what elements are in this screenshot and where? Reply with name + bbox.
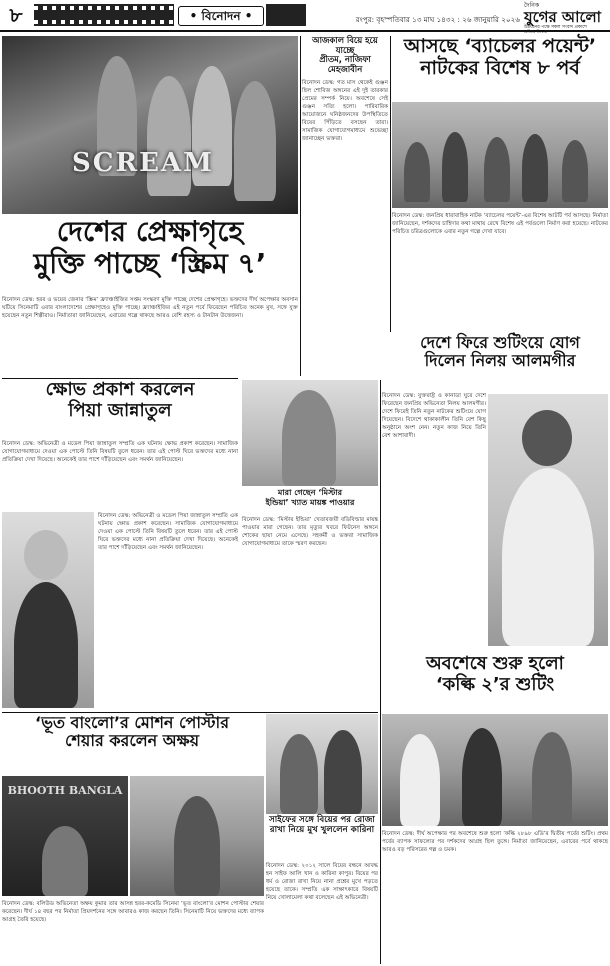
kalki-photo [382,714,608,826]
masthead-name: যুগের আলো [524,8,602,26]
scream-logo-text: SCREAM [72,148,214,178]
scream-body: বিনোদন ডেস্ক: হরর ও ভয়ের জেনার ‘স্ক্রিম’ ফ্র্যাঞ্চাইজির সপ্তম সংস্করণ মুক্তি পাচ্ছে দেশের প্রেক্ষাগৃহে। ভক্তদের দীর্ঘ অপেক্ষার অবসান ঘটিয়ে সিনেমাটি এবার বাংলাদেশের প্রেক্ষাগৃহেও মুক্তি পাচ্ছে। ফ্র্যাঞ্চাইজির এই নতুন পর্বে ফিরেছেন পরিচিত অনেক মুখ, সঙ্গে যুক্ত হয়েছেন নতুন শিল্পীরাও। নির্মাতারা জানিয়েছেন, এবারের গল্পে থাকছে আরও বেশি রহস্য ও টানটান উত্তেজনা। [2,297,298,320]
nilay-photo [488,394,608,646]
masthead-tagline: উন্নয়নের পক্ষে সকল সংবাদ প্রকাশে প্রতিশ্রুতিবদ্ধ [524,25,587,35]
wedding-headline-line1: আজকাল বিয়ে হয়ে যাচ্ছে [312,35,378,55]
kareena-headline-line1: সাইফের সঙ্গে বিয়ের পর রোজা [269,815,375,825]
dateline: রংপুর: বৃহস্পতিবার ১৩ মাঘ ১৪৩২ : ২৬ জানুয়ারি ২০২৬ [355,15,520,24]
section-title: • বিনোদন • [178,6,264,26]
kalki-body: বিনোদন ডেস্ক: দীর্ঘ অপেক্ষার পর অবশেষে শুরু হলো ‘কল্কি ২৮৯৮ এডি’র দ্বিতীয় পর্বের শুটিং। প্রথম পর্বের ব্যাপক সাফল্যের পর দর্শকদের আগ্রহ ছিল তুঙ্গে। নির্মাতা জানিয়েছেন, এবারের পর্বে থাকছে আরও বড় পরিসরের গল্প ও চমক। [382,831,608,854]
scream-headline-line1: দেশের প্রেক্ষাগৃহে [56,215,244,248]
kareena-body: বিনোদন ডেস্ক: ২০১২ সালে বিয়ের বন্ধনে আবদ্ধ হন সাইফ আলি খান ও কারিনা কাপুর। বিয়ের পর ধর্ম ও রোজা রাখা নিয়ে নানা প্রশ্নের মুখে পড়তে হয়েছে তাকে। সম্প্রতি এক সাক্ষাৎকারে বিষয়টি নিয়ে খোলামেলা কথা বলেছেন এই অভিনেত্রী। [266,863,378,902]
column-divider [390,36,391,332]
nilay-body: বিনোদন ডেস্ক: যুক্তরাষ্ট্র ও কানাডা ঘুরে দেশে ফিরেছেন জনপ্রিয় অভিনেতা নিলয় আলমগীর। দেশে ফিরেই তিনি নতুন নাটকের শুটিংয়ে যোগ দিয়েছেন। বিদেশে থাকাকালীন তিনি বেশ কিছু অনুষ্ঠানে অংশ নেন। নতুন কাজ নিয়ে তিনি বেশ আশাবাদী। [382,393,486,440]
masthead-small: দৈনিক [524,2,540,9]
story-kareena-headline [266,816,378,860]
kareena-photo [266,714,378,814]
bhoot-bangla-poster [2,776,128,896]
nilay-headline-line1: দেশে ফিরে শুটিংয়ে যোগ [420,333,580,352]
bachelor-body: বিনোদন ডেস্ক: জনপ্রিয় ধারাবাহিক নাটক ‘ব্যাচেলর পয়েন্ট’-এর বিশেষ আটটি পর্ব আসছে। নির্মাতা জানিয়েছেন, দর্শকদের চাহিদার কথা মাথায় রেখে বিশেষ এই পর্বগুলো নির্মাণ করা হয়েছে। নাটকের পরিচিত চরিত্রগুলোকে এবার নতুন গল্পে দেখা যাবে। [392,213,608,236]
piya-body: বিনোদন ডেস্ক: অভিনেত্রী ও মডেল পিয়া জান্নাতুল সম্প্রতি এক ঘটনায় ক্ষোভ প্রকাশ করেছেন। সামাজিক যোগাযোগমাধ্যমে দেওয়া এক পোস্টে তিনি বিষয়টি তুলে ধরেন। তার এই পোস্ট ঘিরে ভক্তদের মধ্যে নানা প্রতিক্রিয়া দেখা দিয়েছে। অনেকেই তার পাশে দাঁড়িয়েছেন এবং সমর্থন জানিয়েছেন। [2,441,238,464]
filmstrip-decoration-small [266,4,306,26]
story-kalki-headline [382,654,608,710]
wedding-headline-line2: প্রীতম, নাজিফা মেহজাবীন [319,54,371,74]
scream-headline-line2: মুক্তি পাচ্ছে ‘স্ক্রিম ৭’ [33,247,267,281]
column-divider [300,36,301,376]
masthead-logo [524,2,608,35]
bhoot-bangla-photo [130,776,264,896]
page-header [0,0,610,35]
bhoot-headline-line2: শেয়ার করলেন অক্ষয় [64,731,200,751]
nilay-headline-line2: দিলেন নিলয় আলমগীর [424,351,576,371]
mayank-caption-line1: মারা গেছেন ‘মিস্টার [277,488,343,497]
story-nilay-headline [392,334,608,390]
mayank-caption-line2: ইন্ডিয়া’ খ্যাত মায়ঙ্ক পাওয়ার [265,498,355,507]
page-number: ৮ [9,3,23,27]
bachelor-headline-line1: আসছে ‘ব্যাচেলর পয়েন্ট’ [403,35,597,57]
kalki-headline-line2: ‘কল্কি ২’র শুটিং [435,673,555,695]
mayank-body: বিনোদন ডেস্ক: ‘মিস্টার ইন্ডিয়া’ খেতাবজয়ী বডিবিল্ডার মায়ঙ্ক পাওয়ার মারা গেছেন। তার মৃত্যুর খবরে ফিটনেস অঙ্গনে শোকের ছায়া নেমে এসেছে। সহকর্মী ও ভক্তরা সামাজিক যোগাযোগমাধ্যমে তাকে স্মরণ করছেন। [242,517,378,548]
kareena-headline-line2: রাখা নিয়ে মুখ খুললেন কারিনা [269,824,375,835]
bhoot-headline-line1: ‘ভূত বাংলো’র মোশন পোস্টার [34,713,229,732]
mayank-caption [242,488,378,514]
story-bhoot-headline [2,714,262,774]
piya-headline-line1: ক্ষোভ প্রকাশ করলেন [45,379,195,400]
bhoot-poster-text: BHOOTH BANGLA [7,784,123,797]
wedding-body: বিনোদন ডেস্ক: গত মাস থেকেই গুঞ্জন ছিল শোবিজ অঙ্গনের এই দুই তারকার প্রেমের সম্পর্ক নিয়ে। অবশেষে সেই গুঞ্জন সত্যি হলো। পারিবারিক আয়োজনে ঘনিষ্ঠজনদের উপস্থিতিতে বিয়ের পিঁড়িতে বসছেন তারা। সামাজিক যোগাযোগমাধ্যমে শুভেচ্ছা জানাচ্ছেন ভক্তরা। [302,79,388,143]
story-piya-headline [2,380,238,438]
mayank-photo [242,380,378,486]
bachelor-point-photo [392,102,608,208]
column-divider [380,380,381,964]
story-wedding [302,36,388,376]
piya-photo [2,512,94,708]
scream-poster-photo [2,36,298,214]
kalki-headline-line1: অবশেষে শুরু হলো [426,653,564,674]
piya-headline-line2: পিয়া জান্নাতুল [68,399,172,421]
piya-body-continued: বিনোদন ডেস্ক: অভিনেত্রী ও মডেল পিয়া জান্নাতুল সম্প্রতি এক ঘটনায় ক্ষোভ প্রকাশ করেছেন। সামাজিক যোগাযোগমাধ্যমে দেওয়া এক পোস্টে তিনি বিষয়টি তুলে ধরেন। তার এই পোস্ট ঘিরে ভক্তদের মধ্যে নানা প্রতিক্রিয়া দেখা দিয়েছে। অনেকেই তার পাশে দাঁড়িয়েছেন এবং সমর্থন জানিয়েছেন। [98,513,238,552]
filmstrip-decoration [34,4,174,26]
story-bachelor-headline [392,36,608,98]
bhoot-body: বিনোদন ডেস্ক: বলিউড অভিনেতা অক্ষয় কুমার তার আসন্ন হরর-কমেডি সিনেমা ‘ভূত বাংলো’র মোশন পোস্টার শেয়ার করেছেন। দীর্ঘ ১৪ বছর পর নির্মাতা প্রিয়দর্শনের সঙ্গে আবারও কাজ করছেন তিনি। সিনেমাটি নিয়ে ভক্তদের মধ্যে ব্যাপক আগ্রহ তৈরি হয়েছে। [2,901,264,924]
story-scream-headline [2,216,298,292]
bachelor-headline-line2: নাটকের বিশেষ ৮ পর্ব [420,56,580,79]
